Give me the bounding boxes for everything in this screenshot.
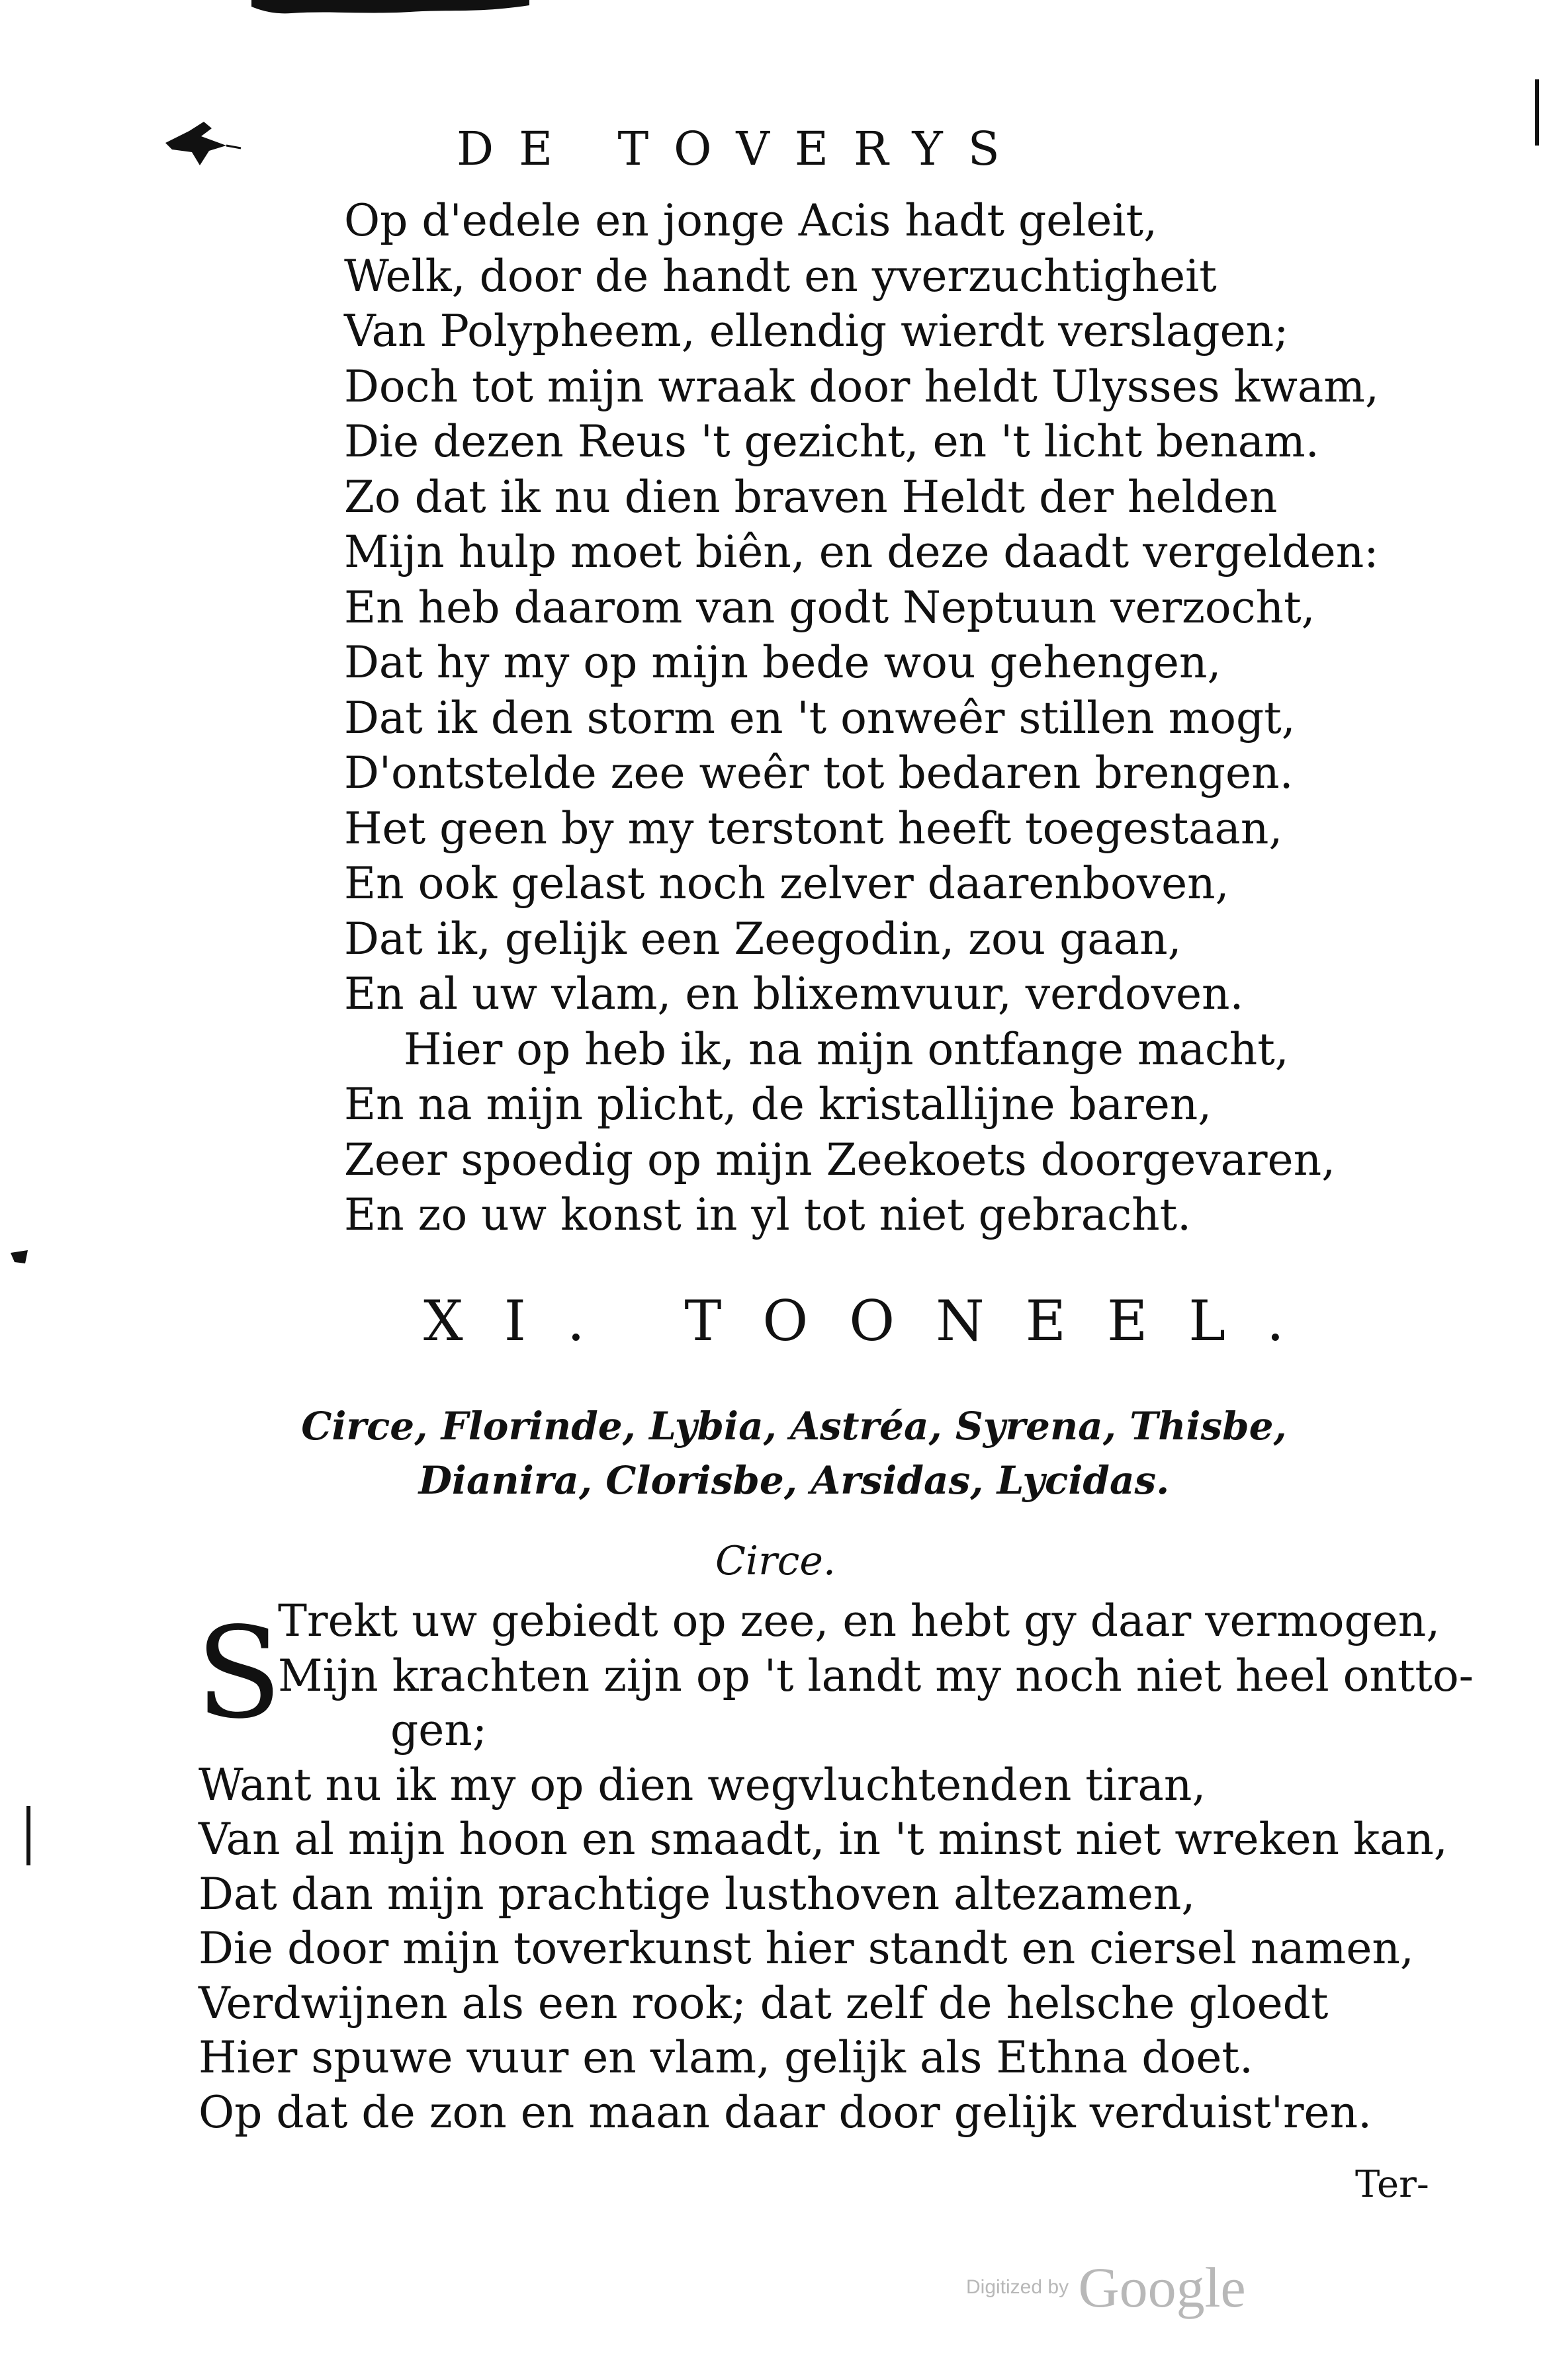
rule-mark-left (24, 1806, 33, 1865)
speech-line: Dat dan mijn prachtige lusthoven altezamen, (199, 1868, 1196, 1920)
speech-line: Verdwijnen als een rook; dat zelf de helsche gloedt (199, 1977, 1329, 2029)
verse-line: Doch tot mijn wraak door heldt Ulysses kwam, (344, 361, 1379, 412)
speech-block (199, 1594, 1474, 2140)
speech-line: Hier spuwe vuur en vlam, gelijk als Ethna doet. (199, 2032, 1253, 2083)
ink-blot-top (251, 0, 529, 16)
cast-line: Circe, Florinde, Lybia, Astréa, Syrena, Thisbe, (301, 1404, 1287, 1449)
ink-blot-left (163, 116, 242, 169)
verse-line: Hier op heb ik, na mijn ontfange macht, (404, 1023, 1289, 1075)
verse-line: D'ontstelde zee weêr tot bedaren brengen. (344, 747, 1294, 798)
verse-line: En heb daarom van godt Neptuun verzocht, (344, 581, 1315, 633)
verse-block (344, 193, 1403, 1243)
verse-line: Het geen by my terstont heeft toegestaan, (344, 802, 1283, 854)
verse-line: Zeer spoedig op mijn Zeekoets doorgevaren, (344, 1134, 1336, 1185)
drop-cap: S (196, 1600, 283, 1746)
verse-line: Die dezen Reus 't gezicht, en 't licht benam. (344, 416, 1319, 467)
speaker-name: Circe. (715, 1538, 836, 1584)
scene-heading: XI. TOONEEL. (423, 1289, 1325, 1353)
verse-line: Dat ik den storm en 't onweêr stillen mogt, (344, 692, 1296, 744)
speech-line: Mijn krachten zijn op 't landt my noch niet heel ontto- (278, 1650, 1474, 1701)
cast-list (199, 1399, 1390, 1508)
speech-line: Die door mijn toverkunst hier standt en ciersel namen, (199, 1923, 1414, 1974)
verse-line: Van Polypheem, ellendig wierdt verslagen; (344, 306, 1289, 357)
rule-mark-right (1530, 79, 1543, 146)
verse-line: Zo dat ik nu dien braven Heldt der helden (344, 471, 1278, 523)
watermark-logo: Google (1078, 2256, 1246, 2319)
running-head: DE TOVERYS (457, 122, 1025, 176)
watermark-label: Digitized by (966, 2276, 1069, 2298)
verse-line: En na mijn plicht, de kristallijne baren, (344, 1079, 1212, 1130)
verse-line: Dat ik, gelijk een Zeegodin, zou gaan, (344, 913, 1182, 964)
speech-line: Trekt uw gebiedt op zee, en hebt gy daar vermogen, (278, 1595, 1440, 1646)
catchword: Ter- (1355, 2163, 1429, 2206)
cast-line: Dianira, Clorisbe, Arsidas, Lycidas. (418, 1458, 1170, 1503)
verse-line: En zo uw konst in yl tot niet gebracht. (344, 1189, 1192, 1240)
verse-line: En al uw vlam, en blixemvuur, verdoven. (344, 968, 1244, 1019)
speech-line: gen; (390, 1705, 488, 1756)
speech-line: Want nu ik my op dien wegvluchtenden tiran, (199, 1759, 1206, 1810)
ink-blot-margin (8, 1244, 41, 1270)
speech-line: Van al mijn hoon en smaadt, in 't minst niet wreken kan, (199, 1814, 1448, 1865)
speech-line: Op dat de zon en maan daar door gelijk verduist'ren. (199, 2086, 1372, 2138)
verse-line: Op d'edele en jonge Acis hadt geleit, (344, 195, 1158, 246)
verse-line: Dat hy my op mijn bede wou gehengen, (344, 637, 1221, 688)
verse-line: Mijn hulp moet biên, en deze daadt vergelden: (344, 527, 1379, 577)
digitization-watermark (966, 2254, 1246, 2320)
verse-line: En ook gelast noch zelver daarenboven, (344, 858, 1229, 909)
verse-line: Welk, door de handt en yverzuchtigheit (344, 250, 1217, 302)
